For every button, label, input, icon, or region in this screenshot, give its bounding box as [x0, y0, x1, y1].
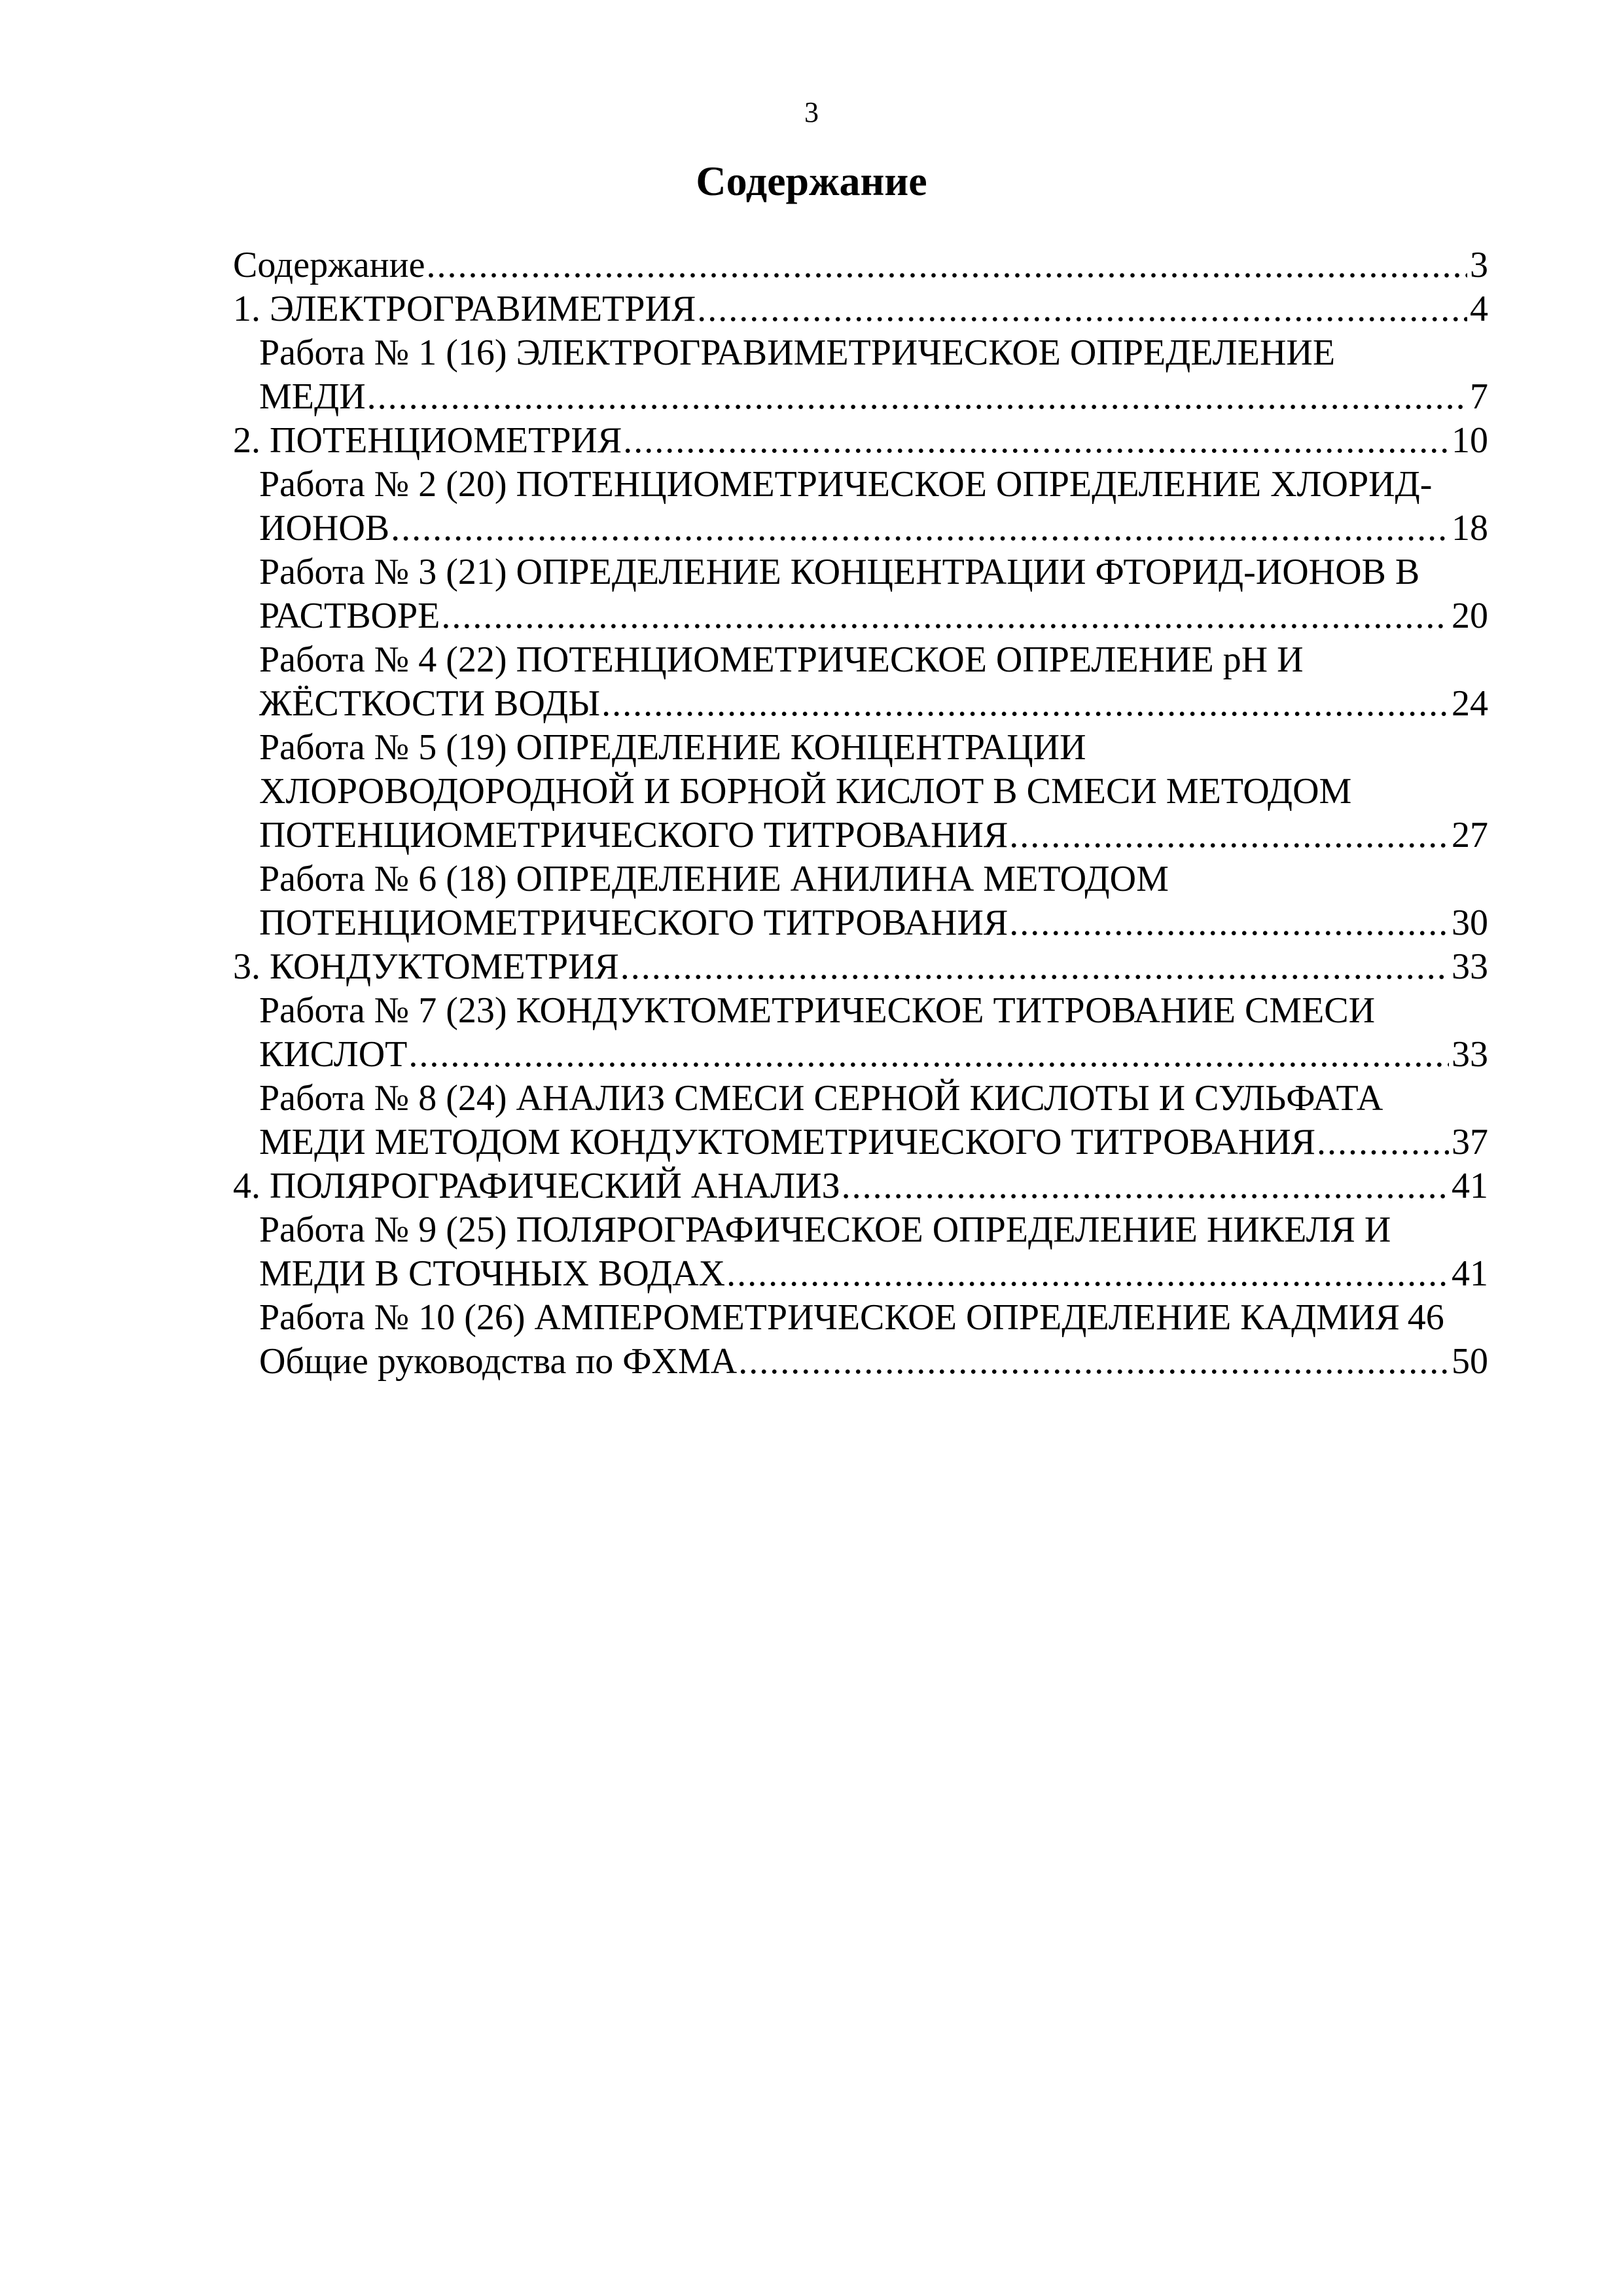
toc-entry-text: Работа № 4 (22) ПОТЕНЦИОМЕТРИЧЕСКОЕ ОПРЕЛЕНИЕ pH И	[259, 639, 1304, 680]
toc-entry-line	[259, 682, 1488, 726]
toc-entry-line	[259, 463, 1488, 507]
toc-entry-text: Работа № 5 (19) ОПРЕДЕЛЕНИЕ КОНЦЕНТРАЦИИ	[259, 727, 1086, 768]
toc-entry-line	[259, 1077, 1488, 1121]
toc-entry-line	[259, 901, 1488, 945]
toc-entry-text: МЕДИ МЕТОДОМ КОНДУКТОМЕТРИЧЕСКОГО ТИТРОВАНИЯ	[259, 1122, 1316, 1162]
toc-entry[interactable]	[233, 550, 1488, 638]
toc-entry[interactable]	[233, 945, 1488, 989]
toc-page-number: 7	[1470, 376, 1488, 417]
toc-page-number: 24	[1452, 683, 1488, 724]
toc-entry-line	[259, 1252, 1488, 1296]
dot-leader	[367, 375, 1467, 419]
toc-entry-text: ХЛОРОВОДОРОДНОЙ И БОРНОЙ КИСЛОТ В СМЕСИ МЕТОДОМ	[259, 771, 1352, 812]
toc-entry-text: Работа № 3 (21) ОПРЕДЕЛЕНИЕ КОНЦЕНТРАЦИИ ФТОРИД-ИОНОВ В	[259, 552, 1420, 592]
toc-entry[interactable]	[233, 1296, 1488, 1340]
toc-page-number: 27	[1452, 815, 1488, 855]
toc-entry-line	[233, 945, 1488, 989]
toc-page-number: 46	[1407, 1297, 1444, 1338]
dot-leader	[1009, 814, 1449, 857]
toc-page-number: 10	[1452, 420, 1488, 461]
toc-entry[interactable]	[233, 287, 1488, 331]
toc-entry-line	[259, 1340, 1488, 1384]
toc-entry-text: Работа № 2 (20) ПОТЕНЦИОМЕТРИЧЕСКОЕ ОПРЕДЕЛЕНИЕ ХЛОРИД-	[259, 464, 1433, 505]
toc-entry-line	[259, 638, 1488, 682]
toc-entry[interactable]	[233, 989, 1488, 1077]
toc-page-number: 41	[1452, 1166, 1488, 1206]
toc-entry-text: 3. КОНДУКТОМЕТРИЯ	[233, 946, 619, 987]
toc-entry-text: ПОТЕНЦИОМЕТРИЧЕСКОГО ТИТРОВАНИЯ	[259, 903, 1008, 943]
dot-leader	[441, 594, 1449, 638]
toc-entry-line	[259, 507, 1488, 550]
toc-page-number: 50	[1452, 1341, 1488, 1382]
toc-entry[interactable]	[233, 726, 1488, 857]
toc-entry-line	[259, 331, 1488, 375]
toc-entry[interactable]	[233, 419, 1488, 463]
dot-leader	[391, 507, 1449, 550]
toc-entry[interactable]	[233, 857, 1488, 945]
toc-entry-line	[259, 770, 1488, 814]
dot-leader	[426, 243, 1467, 287]
toc-entry-text: КИСЛОТ	[259, 1034, 408, 1075]
toc-page-number: 3	[1470, 245, 1488, 285]
toc-entry-text: Содержание	[233, 245, 425, 285]
toc-entry-text: ПОТЕНЦИОМЕТРИЧЕСКОГО ТИТРОВАНИЯ	[259, 815, 1008, 855]
toc-entry-line	[259, 1033, 1488, 1077]
toc-entry-text: Работа № 9 (25) ПОЛЯРОГРАФИЧЕСКОЕ ОПРЕДЕЛЕНИЕ НИКЕЛЯ И	[259, 1210, 1391, 1250]
toc-page-number: 4	[1470, 289, 1488, 329]
toc-entry-line	[259, 1208, 1488, 1252]
dot-leader	[738, 1340, 1449, 1384]
toc-entry[interactable]	[233, 331, 1488, 419]
toc-entry-text: 2. ПОТЕНЦИОМЕТРИЯ	[233, 420, 622, 461]
toc-page-number: 41	[1452, 1253, 1488, 1294]
toc-page-number: 20	[1452, 596, 1488, 636]
toc-entry-text: Работа № 1 (16) ЭЛЕКТРОГРАВИМЕТРИЧЕСКОЕ ОПРЕДЕЛЕНИЕ	[259, 332, 1336, 373]
page-title: Содержание	[696, 158, 927, 204]
dot-leader	[1009, 901, 1449, 945]
dot-leader	[620, 945, 1449, 989]
toc-entry-line	[233, 419, 1488, 463]
toc-entry[interactable]	[233, 463, 1488, 550]
dot-leader	[623, 419, 1449, 463]
toc-entry[interactable]	[233, 1340, 1488, 1384]
toc-entry-text: МЕДИ	[259, 376, 366, 417]
toc-entry-line	[259, 1121, 1488, 1164]
toc-entry-line	[233, 287, 1488, 331]
toc-entry[interactable]	[233, 1077, 1488, 1164]
toc-page-number: 37	[1452, 1122, 1488, 1162]
toc-entry-line	[259, 989, 1488, 1033]
page-number: 3	[804, 96, 819, 128]
toc-entry-text: Работа № 8 (24) АНАЛИЗ СМЕСИ СЕРНОЙ КИСЛОТЫ И СУЛЬФАТА	[259, 1078, 1383, 1119]
toc-entry-line	[259, 1296, 1488, 1340]
table-of-contents	[233, 243, 1488, 1384]
toc-entry-text: 4. ПОЛЯРОГРАФИЧЕСКИЙ АНАЛИЗ	[233, 1166, 840, 1206]
toc-entry[interactable]	[233, 243, 1488, 287]
toc-entry-line	[259, 594, 1488, 638]
dot-leader	[408, 1033, 1449, 1077]
toc-page-number: 30	[1452, 903, 1488, 943]
toc-entry-line	[259, 857, 1488, 901]
toc-entry[interactable]	[233, 1164, 1488, 1208]
toc-entry-text: Работа № 7 (23) КОНДУКТОМЕТРИЧЕСКОЕ ТИТРОВАНИЕ СМЕСИ	[259, 990, 1376, 1031]
toc-entry-text: Работа № 6 (18) ОПРЕДЕЛЕНИЕ АНИЛИНА МЕТОДОМ	[259, 859, 1169, 899]
toc-entry-text: РАСТВОРЕ	[259, 596, 440, 636]
toc-page-number: 33	[1452, 946, 1488, 987]
toc-page-number: 33	[1452, 1034, 1488, 1075]
toc-page-number: 18	[1452, 508, 1488, 548]
toc-entry[interactable]	[233, 1208, 1488, 1296]
toc-entry-line	[259, 550, 1488, 594]
dot-leader	[842, 1164, 1449, 1208]
toc-entry-line	[233, 1164, 1488, 1208]
dot-leader	[726, 1252, 1449, 1296]
toc-entry-text: Общие руководства по ФХМА	[259, 1341, 738, 1382]
toc-entry-text: 1. ЭЛЕКТРОГРАВИМЕТРИЯ	[233, 289, 696, 329]
toc-entry-line	[259, 375, 1488, 419]
dot-leader	[601, 682, 1449, 726]
dot-leader	[1317, 1121, 1449, 1164]
toc-entry-text: ИОНОВ	[259, 508, 390, 548]
toc-entry-text: ЖЁСТКОСТИ ВОДЫ	[259, 683, 601, 724]
toc-entry-line	[259, 814, 1488, 857]
dot-leader	[697, 287, 1467, 331]
toc-entry-text: МЕДИ В СТОЧНЫХ ВОДАХ	[259, 1253, 726, 1294]
toc-entry-line	[233, 243, 1488, 287]
toc-entry-line	[259, 726, 1488, 770]
toc-entry[interactable]	[233, 638, 1488, 726]
toc-entry-text: Работа № 10 (26) АМПЕРОМЕТРИЧЕСКОЕ ОПРЕДЕЛЕНИЕ КАДМИЯ	[259, 1297, 1400, 1338]
